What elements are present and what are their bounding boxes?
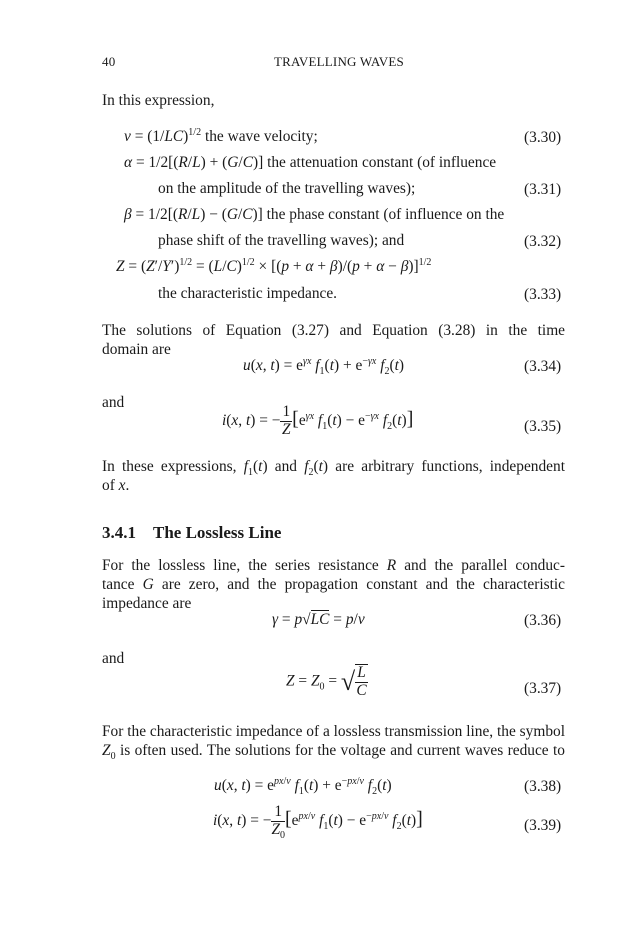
- eq-3-38: u(x, $t) = e^{px/v}$ $f_1(t) + e^{-px/v}$ $f_2(t)$: [214, 775, 392, 798]
- eq-3-39: i(x, t) = − $\frac{1}{Z_0}$ [$e^{px/v}$ $f_1(t) - e^{-px/v}$ $f_2(t)$]: [213, 803, 423, 842]
- intro-text: In this expression,: [102, 92, 215, 109]
- paragraph-4-line-2: $Z_0$ is often used. The solutions for the voltage and current waves reduce to: [102, 742, 565, 763]
- eq-3-34: u(x, $t) = e^{\gamma x}$ $f_1(t) + e^{-\gamma x}$ $f_2(t)$: [243, 355, 405, 378]
- and-1: and: [102, 394, 125, 411]
- paragraph-4-line-1: For the characteristic impedance of a lossless transmission line, the symbol: [102, 723, 565, 740]
- running-title: TRAVELLING WAVES: [274, 54, 404, 69]
- eq-3-32: β = 1/2[(R/L) − (G/C)] the phase constant (of influence on the: [124, 206, 505, 223]
- eq-number-3-37: (3.37): [524, 680, 562, 697]
- eq-3-33: $Z = (Z'/Y')^{1/2} = (L/C)^{1/2} \times [(p + \alpha + \beta)/(p + \alpha - \beta)]^{1/2}$: [116, 256, 432, 275]
- eq-3-37: $Z = Z_0$ = √ $\frac{L}{C}$: [286, 664, 367, 699]
- eq-3-31-cont: on the amplitude of the travelling waves);: [158, 180, 416, 197]
- paragraph-2-line-1: In these expressions, $f_1(t)$ and $f_2(t)$ are arbitrary functions, independent: [102, 458, 565, 479]
- eq-number-3-33: (3.33): [524, 286, 562, 303]
- paragraph-1-line-2: domain are: [102, 341, 171, 358]
- eq-3-32-cont: phase shift of the travelling waves); and: [158, 232, 405, 249]
- eq-3-31-text: the attenuation constant (of influence: [267, 154, 497, 171]
- section-heading: [102, 523, 281, 543]
- paragraph-3-line-2: tance G are zero, and the propagation constant and the characteristic: [102, 576, 565, 593]
- eq-number-3-35: (3.35): [524, 418, 562, 435]
- eq-3-33-cont: the characteristic impedance.: [158, 285, 338, 302]
- paragraph-3-line-1: For the lossless line, the series resistance R and the parallel conduc-: [102, 557, 565, 574]
- eq-number-3-39: (3.39): [524, 817, 562, 834]
- eq-number-3-36: (3.36): [524, 612, 562, 629]
- eq-3-36: γ = p√LC = p/v: [272, 611, 365, 628]
- eq-3-31: α = 1/2[(R/L) + (G/C)] the attenuation constant (of influence: [124, 154, 497, 171]
- paragraph-3-line-3: impedance are: [102, 595, 192, 612]
- eq-number-3-30: (3.30): [524, 129, 562, 146]
- eq-3-30: $v = (1/LC)^{1/2}$ the wave velocity;: [124, 126, 318, 145]
- eq-number-3-38: (3.38): [524, 778, 562, 795]
- paragraph-1-line-1: The solutions of Equation (3.27) and Equation (3.28) in the time: [102, 322, 565, 339]
- eq-3-32-text: the phase constant (of influence on the: [266, 206, 505, 223]
- eq-3-35: i(x, t) = − $\frac{1}{Z}$ [$e^{\gamma x}$ $f_1(t) - e^{-\gamma x}$ $f_2(t)$]: [222, 403, 414, 438]
- page-number: 40: [102, 54, 116, 69]
- paragraph-2-line-2: of x.: [102, 477, 130, 494]
- section-number: 3.4.1: [102, 523, 136, 542]
- section-title: The Lossless Line: [153, 523, 282, 542]
- eq-number-3-31: (3.31): [524, 181, 562, 198]
- eq-number-3-34: (3.34): [524, 358, 562, 375]
- eq-number-3-32: (3.32): [524, 233, 562, 250]
- and-2: and: [102, 650, 125, 667]
- eq-3-30-text: the wave velocity;: [204, 128, 318, 145]
